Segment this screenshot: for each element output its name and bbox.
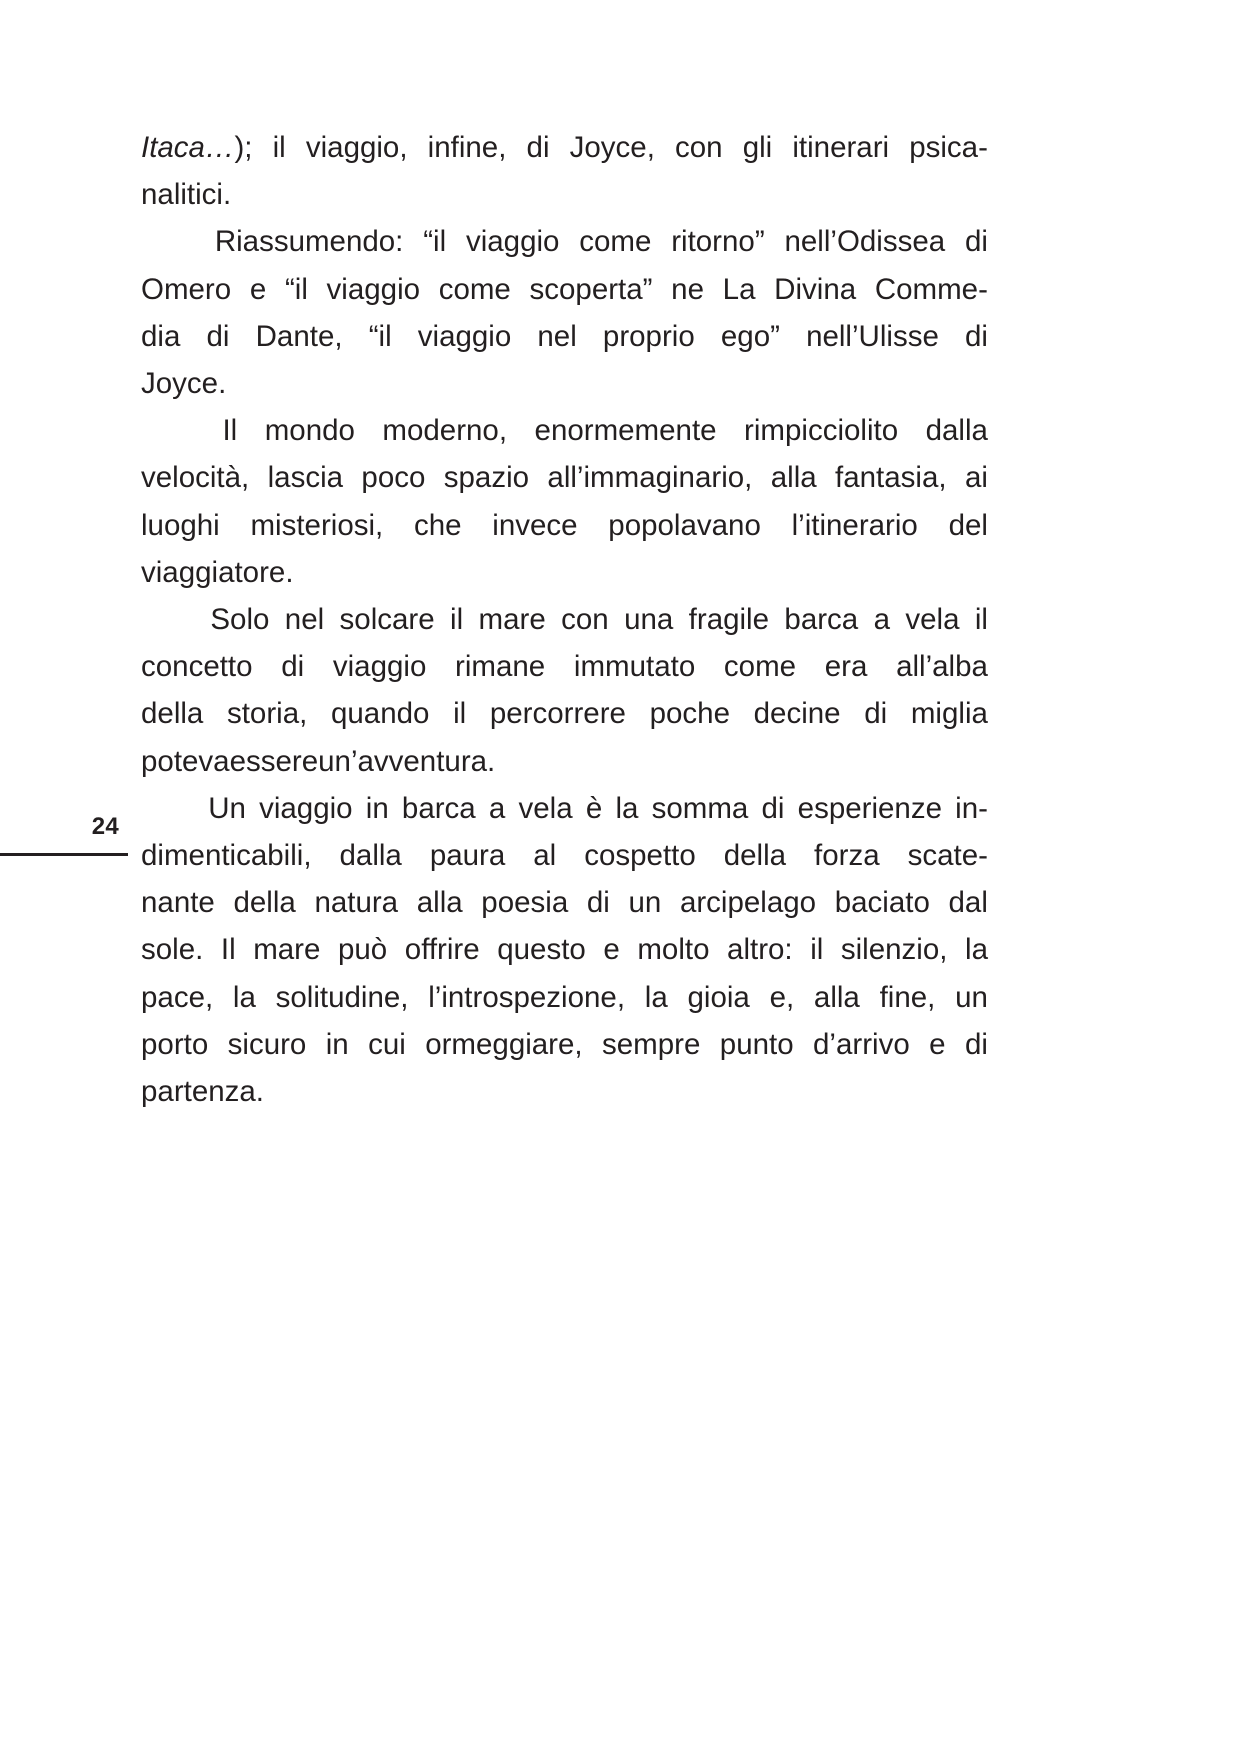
word: percorrere [489, 697, 626, 731]
word: vela [905, 603, 960, 637]
word: Il [222, 414, 238, 448]
paragraph-indent [141, 785, 195, 832]
word: come [438, 272, 511, 306]
page-number: 24 [91, 813, 119, 840]
word: dalla [339, 839, 402, 873]
word: Un [208, 791, 246, 825]
word: Dante, [255, 319, 343, 353]
word: nell’Odissea [784, 225, 946, 259]
word: nell’Ulisse [806, 319, 939, 353]
word: come [579, 225, 652, 259]
text-line [141, 738, 988, 785]
text-line [141, 407, 988, 454]
word: psica- [909, 131, 988, 164]
word: cospetto [584, 839, 696, 873]
text-line [141, 549, 988, 596]
word: ai [964, 461, 988, 495]
word: il [450, 603, 464, 637]
word: Joyce. [141, 367, 227, 401]
word: gli [742, 131, 773, 164]
word: arcipelago [679, 886, 817, 920]
word: spazio [443, 461, 530, 495]
word: porto [141, 1027, 209, 1061]
word: di [864, 697, 888, 731]
word: barca [784, 603, 859, 637]
text-line [141, 502, 988, 549]
word: Joyce, [569, 131, 655, 164]
word: misteriosi, [250, 508, 384, 542]
word: cui [368, 1027, 406, 1061]
text-line [141, 1021, 988, 1068]
word: sempre [602, 1027, 701, 1061]
word: in [365, 791, 389, 825]
word: Il [220, 933, 236, 967]
text-line [141, 454, 988, 501]
word: paura [429, 839, 506, 873]
word: rimpicciolito [744, 414, 899, 448]
text-line [141, 643, 988, 690]
word: ne [671, 272, 704, 306]
paragraph [141, 218, 988, 407]
word: forza [814, 839, 880, 873]
word: alla [770, 461, 817, 495]
word: un [628, 886, 662, 920]
text-line [141, 832, 988, 879]
word: mare [478, 603, 546, 637]
word: poco [361, 461, 426, 495]
word: di [206, 319, 230, 353]
word: concetto [141, 650, 253, 684]
italic-title: Itaca… [141, 131, 235, 164]
text-line [141, 171, 988, 218]
word: ritorno” [671, 225, 765, 259]
word: della [141, 697, 204, 731]
word: di [586, 886, 610, 920]
paragraph-indent [141, 596, 195, 643]
text-line [141, 360, 988, 407]
word: partenza. [141, 1075, 264, 1109]
word: il [272, 131, 286, 164]
word: di [761, 791, 785, 825]
paragraph [141, 124, 988, 218]
word: e [249, 272, 267, 306]
word: nante [141, 886, 215, 920]
text-line [141, 926, 988, 973]
word: esperienze [797, 791, 942, 825]
word: a [488, 791, 506, 825]
folio-block [0, 812, 128, 856]
word: ormeggiare, [425, 1027, 583, 1061]
word: con [561, 603, 609, 637]
word: un [955, 980, 988, 1014]
word: viaggio [326, 272, 421, 306]
word: sole. [141, 933, 204, 967]
word: questo [497, 933, 586, 967]
word: di [964, 1027, 988, 1061]
word: popolavano [608, 508, 761, 542]
word: invece [492, 508, 578, 542]
word: della [233, 886, 296, 920]
word: silenzio, [840, 933, 948, 967]
word: barca [401, 791, 476, 825]
word: velocità, [141, 461, 250, 495]
word: una [624, 603, 674, 637]
word: essere [229, 744, 319, 778]
word: viaggiatore. [141, 555, 294, 589]
word: pace, [141, 980, 214, 1014]
word: luoghi [141, 508, 220, 542]
word: fine, [879, 980, 936, 1014]
word: in [325, 1027, 349, 1061]
word: infine, [427, 131, 507, 164]
text-line [141, 785, 988, 832]
word: l’introspezione, [428, 980, 626, 1014]
word: d’arrivo [813, 1027, 910, 1061]
word: viaggio [465, 225, 560, 259]
word: il [974, 603, 988, 637]
word: il [453, 697, 467, 731]
folio-rule [0, 853, 128, 856]
word: Solo [210, 603, 270, 637]
word: come [723, 650, 797, 684]
word: al [533, 839, 557, 873]
word: scoperta” [529, 272, 653, 306]
word: “il [284, 272, 308, 306]
word: vela [518, 791, 573, 825]
paragraph [141, 785, 988, 1115]
word: dia [141, 319, 181, 353]
word: dalla [925, 414, 988, 448]
word: quando [330, 697, 430, 731]
word: proprio [602, 319, 695, 353]
text-line [141, 879, 988, 926]
word: scate- [907, 839, 988, 873]
word: itinerari [792, 131, 890, 164]
word: “il [423, 225, 447, 259]
text-line [141, 124, 988, 171]
word: mondo [264, 414, 355, 448]
word: baciato [834, 886, 930, 920]
word: viaggio, [305, 131, 408, 164]
word: che [413, 508, 462, 542]
word: e [603, 933, 620, 967]
word: molto [637, 933, 710, 967]
word: della [723, 839, 787, 873]
word: Comme- [874, 272, 988, 306]
word: a [873, 603, 890, 637]
word: solcare [339, 603, 435, 637]
word: in- [955, 791, 988, 825]
word: “il [368, 319, 392, 353]
word: di [964, 225, 988, 259]
word: solitudine, [275, 980, 409, 1014]
word: rimane [455, 650, 546, 684]
word: Omero [141, 272, 232, 306]
word: moderno, [382, 414, 508, 448]
word: lascia [267, 461, 344, 495]
word: di [281, 650, 305, 684]
word: La [722, 272, 756, 306]
word: natura [314, 886, 399, 920]
word: gioia [687, 980, 750, 1014]
word: altro: [727, 933, 793, 967]
paragraph-indent [141, 407, 195, 454]
word: poesia [481, 886, 569, 920]
body-text-column [141, 124, 988, 1115]
word: viaggio [417, 319, 512, 353]
text-line [141, 596, 988, 643]
word: poche [649, 697, 730, 731]
word: e, [769, 980, 795, 1014]
word: sicuro [227, 1027, 307, 1061]
word: la [644, 980, 668, 1014]
word: enormemente [534, 414, 717, 448]
word: fragile [688, 603, 770, 637]
word: era [824, 650, 868, 684]
word: immutato [573, 650, 696, 684]
word: la [615, 791, 639, 825]
word: l’itinerario [791, 508, 918, 542]
word: Divina [774, 272, 857, 306]
word: viaggio [259, 791, 353, 825]
word: nel [284, 603, 325, 637]
word: all’immaginario, [547, 461, 753, 495]
word: miglia [910, 697, 988, 731]
word: Itaca…); [141, 131, 253, 164]
word: fantasia, [835, 461, 947, 495]
word: ego” [720, 319, 780, 353]
word: il [810, 933, 824, 967]
text-line [141, 266, 988, 313]
word: dimenticabili, [141, 839, 312, 873]
text-line [141, 1068, 988, 1115]
word: offrire [404, 933, 480, 967]
word: poteva [141, 744, 230, 778]
word: è [585, 791, 603, 825]
word: somma [651, 791, 749, 825]
word: decine [753, 697, 841, 731]
word: di [526, 131, 550, 164]
word: la [965, 933, 988, 967]
paragraph-indent [141, 218, 195, 265]
word: nel [537, 319, 577, 353]
word: storia, [226, 697, 308, 731]
word: un’avventura. [318, 744, 496, 778]
word: può [337, 933, 388, 967]
word: dal [948, 886, 988, 920]
word: di [965, 319, 988, 353]
paragraph [141, 596, 988, 785]
word: alla [813, 980, 860, 1014]
word: viaggio [332, 650, 427, 684]
word: Riassumendo: [214, 225, 404, 259]
word: alla [416, 886, 463, 920]
word: e [929, 1027, 946, 1061]
text-line [141, 974, 988, 1021]
word: del [948, 508, 988, 542]
word: punto [719, 1027, 794, 1061]
word: nalitici. [141, 178, 232, 212]
word: la [232, 980, 256, 1014]
word: con [675, 131, 723, 164]
word: all’alba [896, 650, 988, 684]
paragraph [141, 407, 988, 596]
text-line [141, 313, 988, 360]
text-line [141, 690, 988, 737]
text-line [141, 218, 988, 265]
word: mare [253, 933, 321, 967]
